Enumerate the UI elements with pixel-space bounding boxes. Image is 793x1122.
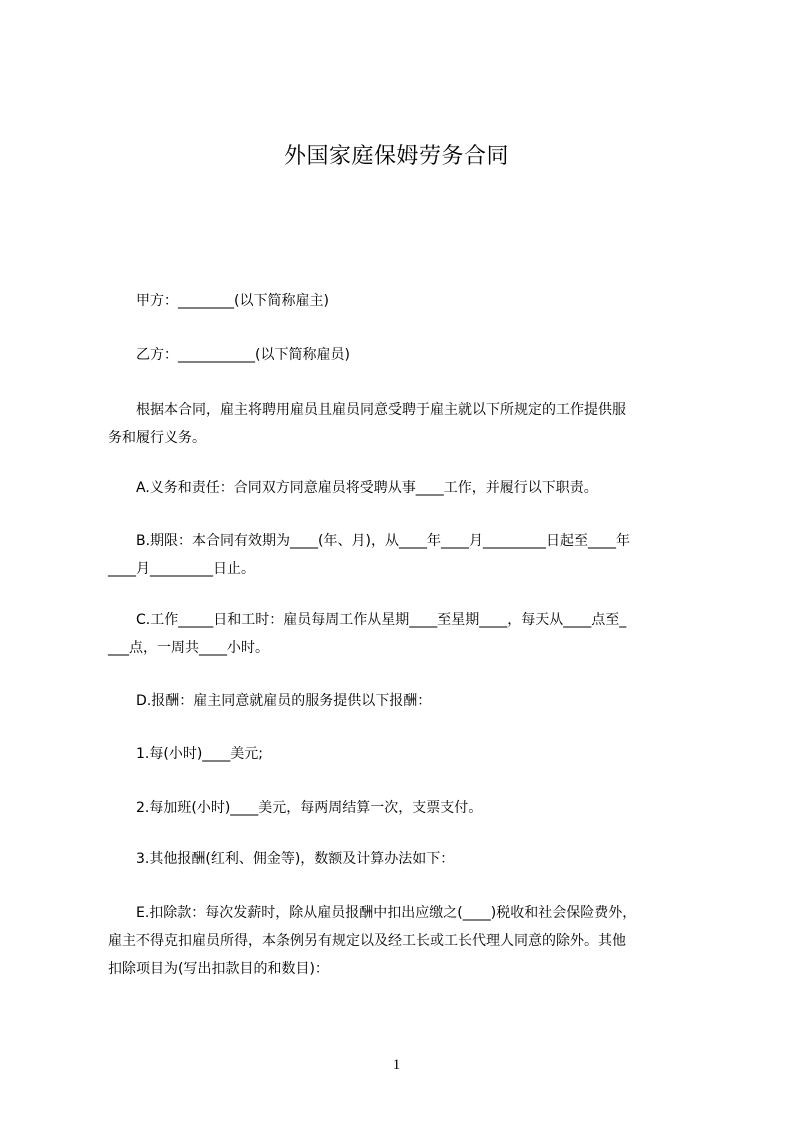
payment-item-2: 2.每加班(小时)____美元，每两周结算一次，支票支付。	[108, 800, 483, 816]
clause-c-line-1: C.工作_____日和工时：雇员每周工作从星期____至星期____，每天从____点至_	[108, 612, 627, 628]
clause-b	[108, 527, 714, 583]
intro-paragraph	[108, 396, 714, 452]
clause-c	[108, 606, 714, 662]
page-number: 1	[392, 1057, 401, 1073]
payment-item-3: 3.其他报酬(红利、佣金等)，数额及计算办法如下：	[108, 851, 455, 867]
document-title: 外国家庭保姆劳务合同	[283, 144, 509, 169]
clause-e	[108, 899, 714, 983]
clause-d: D.报酬：雇主同意就雇员的服务提供以下报酬：	[108, 693, 432, 709]
clause-b-line-1: B.期限：本合同有效期为____(年、月)，从____年____月_________日起至____年	[108, 533, 630, 549]
payment-item-1: 1.每(小时)____美元;	[108, 746, 263, 762]
intro-line-1: 根据本合同，雇主将聘用雇员且雇员同意受聘于雇主就以下所规定的工作提供服	[108, 402, 626, 418]
clause-a: A.义务和责任：合同双方同意雇员将受聘从事____工作，并履行以下职责。	[108, 480, 598, 496]
clause-e-line-1: E.扣除款：每次发薪时，除从雇员报酬中扣出应缴之(____)税收和社会保险费外，	[108, 905, 637, 921]
party-b-line: 乙方：___________(以下简称雇员)	[108, 347, 350, 363]
clause-e-line-3: 扣除项目为(写出扣款目的和数目)：	[108, 961, 329, 977]
intro-line-2: 务和履行义务。	[108, 430, 206, 446]
clause-e-line-2: 雇主不得克扣雇员所得，本条例另有规定以及经工长或工长代理人同意的除外。其他	[108, 933, 626, 949]
clause-c-line-2: ___点，一周共____小时。	[108, 640, 269, 656]
party-a-line: 甲方：________(以下简称雇主)	[108, 293, 329, 309]
clause-b-line-2: ____月_________日止。	[108, 561, 255, 577]
